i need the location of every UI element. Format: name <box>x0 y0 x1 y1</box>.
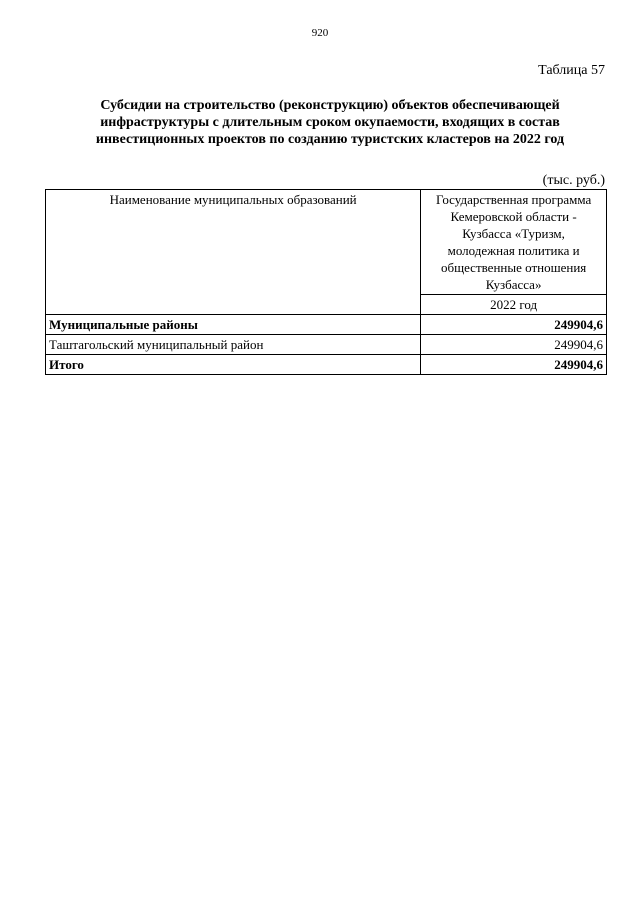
header-program <box>421 190 607 295</box>
units-label: (тыс. руб.) <box>542 173 605 188</box>
subsidies-table <box>45 189 607 375</box>
row-value: 249904,6 <box>421 335 607 355</box>
table-header-row <box>46 190 607 295</box>
title-line-1: Субсидии на строительство (реконструкцию) объектов обеспечивающей <box>100 98 560 113</box>
header-program-line: общественные отношения <box>440 260 587 275</box>
table-row <box>46 315 607 335</box>
header-year: 2022 год <box>421 295 607 315</box>
header-program-line: Кузбасса «Туризм, <box>462 226 565 241</box>
header-program-line: Кемеровской области - <box>450 209 577 224</box>
row-value: 249904,6 <box>421 355 607 375</box>
header-municipality: Наименование муниципальных образований <box>46 190 421 315</box>
header-program-line: молодежная политика и <box>447 243 580 258</box>
row-name: Муниципальные районы <box>46 315 421 335</box>
row-value: 249904,6 <box>421 315 607 335</box>
table-label: Таблица 57 <box>538 63 605 78</box>
header-program-line: Кузбасса» <box>485 277 542 292</box>
table-row-total <box>46 355 607 375</box>
document-title <box>60 97 600 148</box>
header-program-line: Государственная программа <box>435 192 592 207</box>
title-line-3: инвестиционных проектов по созданию туристских кластеров на 2022 год <box>95 132 565 147</box>
page-number: 920 <box>311 27 329 39</box>
table-row <box>46 335 607 355</box>
row-name: Таштагольский муниципальный район <box>46 335 421 355</box>
row-name: Итого <box>46 355 421 375</box>
title-line-2: инфраструктуры с длительным сроком окупаемости, входящих в состав <box>100 115 560 130</box>
